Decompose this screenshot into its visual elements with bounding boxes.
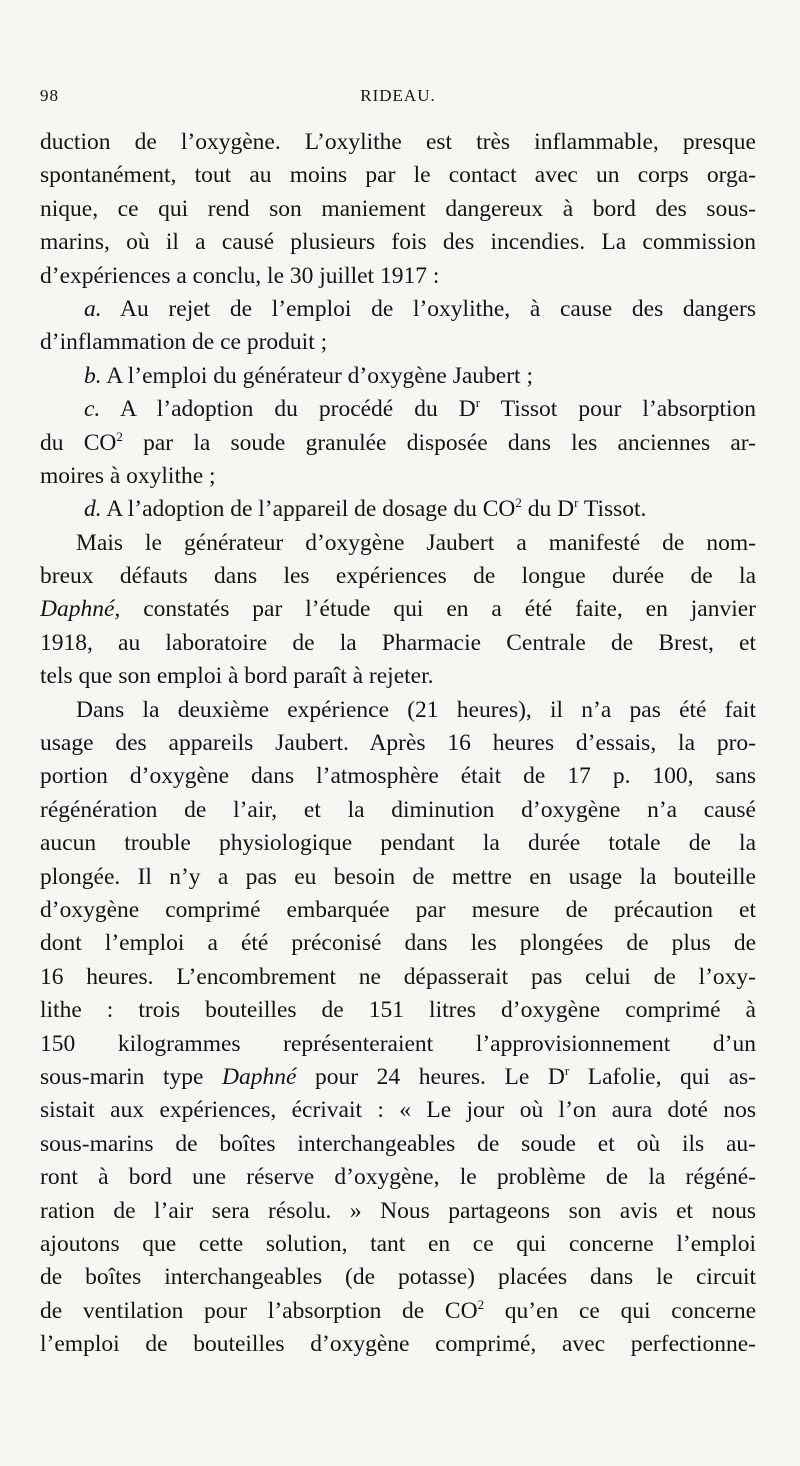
superscript: 2 [515, 495, 522, 511]
text-line [40, 1094, 756, 1127]
text-line [40, 493, 756, 526]
text-run: A l’emploi du générateur d’oxygène Jaubert ; [101, 362, 533, 389]
text-run: tels que son emploi à bord paraît à rejeter. [40, 663, 434, 690]
text-run: A l’adoption de l’appareil de dosage du CO [101, 496, 516, 523]
text-run: 16 heures. L’encombrement ne dépasserait pas celui de l’oxy- [40, 963, 756, 990]
text-line [40, 226, 756, 259]
superscript: 2 [116, 428, 123, 444]
text-run: Dans la deuxième expérience (21 heures), il n’a pas été fait [76, 696, 756, 723]
text-line [40, 126, 756, 159]
text-line [40, 1228, 756, 1261]
text-line [40, 794, 756, 827]
text-run: dont l’emploi a été préconisé dans les plongées de plus de [40, 930, 756, 957]
text-run: breux défauts dans les expériences de longue durée de la [40, 563, 756, 590]
text-run: sous-marins de boîtes interchangeables de soude et où ils au- [40, 1130, 756, 1157]
text-line [40, 1128, 756, 1161]
superscript: r [564, 1063, 570, 1079]
text-run: du D [521, 496, 575, 523]
text-run: aucun trouble physiologique pendant la durée totale de la [40, 830, 756, 857]
text-run: nique, ce qui rend son maniement dangereux à bord des sous- [40, 195, 756, 222]
text-run: l’emploi de bouteilles d’oxygène comprimé, avec perfectionne- [40, 1331, 756, 1358]
text-line [40, 1028, 756, 1061]
text-line [40, 894, 756, 927]
text-run: duction de l’oxygène. L’oxylithe est très inflammable, presque [40, 129, 756, 155]
text-run: Lafolie, qui as- [569, 1063, 757, 1090]
text-line [40, 360, 756, 393]
text-line [40, 1161, 756, 1194]
superscript: r [574, 495, 579, 511]
text-run: d’inflammation de ce produit ; [40, 329, 328, 356]
text-run: spontanément, tout au moins par le contact avec un corps orga- [40, 162, 756, 189]
text-run: Mais le générateur d’oxygène Jaubert a manifesté de nom- [76, 529, 756, 556]
text-run: Tissot pour l’absorption [480, 396, 756, 423]
text-run: 1918, au laboratoire de la Pharmacie Centrale de Brest, et [40, 629, 756, 656]
italic-text: d. [84, 496, 102, 523]
text-run: d’expériences a conclu, le 30 juillet 1917 : [40, 262, 440, 289]
italic-text: a. [84, 295, 102, 322]
text-run: du CO [40, 429, 117, 456]
text-line [40, 326, 756, 359]
text-run: ront à bord une réserve d’oxygène, le problème de la régéné- [40, 1164, 756, 1191]
text-line [40, 760, 756, 793]
text-line [40, 927, 756, 960]
italic-text: Daphné, [40, 596, 121, 623]
text-run: de ventilation pour l’absorption de CO [40, 1297, 478, 1324]
text-run: d’oxygène comprimé embarquée par mesure de précaution et [40, 896, 756, 923]
text-run: par la soude granulée disposée dans les anciennes ar- [122, 429, 756, 456]
text-run: ajoutons que cette solution, tant en ce qui concerne l’emploi [40, 1230, 756, 1257]
italic-text: c. [84, 396, 101, 423]
body-text [40, 126, 756, 1361]
text-run: plongée. Il n’y a pas eu besoin de mettre en usage la bouteille [40, 863, 756, 890]
text-line [40, 393, 756, 426]
text-line [40, 1061, 756, 1094]
text-line [40, 159, 756, 192]
text-line [40, 961, 756, 994]
text-run: A l’adoption du procédé du D [100, 396, 476, 423]
text-line [40, 1295, 756, 1328]
text-line [40, 861, 756, 894]
text-run: moires à oxylithe ; [40, 462, 216, 489]
text-run: portion d’oxygène dans l’atmosphère était de 17 p. 100, sans [40, 763, 756, 790]
text-line [40, 727, 756, 760]
text-line [40, 260, 756, 293]
text-line [40, 827, 756, 860]
text-run: constatés par l’étude qui en a été faite, en janvier [120, 596, 756, 623]
text-run: sistait aux expériences, écrivait : « Le jour où l’on aura doté nos [40, 1097, 756, 1124]
superscript: 2 [477, 1296, 485, 1312]
text-line [40, 694, 756, 727]
superscript: r [475, 395, 481, 411]
text-run: usage des appareils Jaubert. Après 16 heures d’essais, la pro- [40, 730, 756, 757]
page-number: 98 [40, 86, 59, 105]
italic-text: b. [84, 362, 102, 389]
text-line [40, 560, 756, 593]
text-run: ration de l’air sera résolu. » Nous partageons son avis et nous [40, 1197, 756, 1224]
text-line [40, 1328, 756, 1361]
text-run: marins, où il a causé plusieurs fois des incendies. La commission [40, 229, 756, 256]
running-head: RIDEAU. [360, 86, 436, 105]
text-run: sous-marin type [40, 1063, 223, 1090]
text-run: qu’en ce qui concerne [484, 1297, 757, 1324]
text-line [40, 994, 756, 1027]
text-run: Au rejet de l’emploi de l’oxylithe, à cause des dangers [101, 295, 756, 322]
text-line [40, 1261, 756, 1294]
text-run: régénération de l’air, et la diminution d’oxygène n’a causé [40, 796, 756, 823]
text-line [40, 627, 756, 660]
text-line [40, 460, 756, 493]
text-run: Tissot. [578, 496, 647, 523]
text-run: pour 24 heures. Le D [296, 1063, 565, 1090]
italic-text: Daphné [222, 1063, 297, 1090]
text-line [40, 1195, 756, 1228]
text-run: lithe : trois bouteilles de 151 litres d’oxygène comprimé à [40, 997, 756, 1024]
page-header [40, 86, 756, 126]
text-run: 150 kilogrammes représenteraient l’approvisionnement d’un [40, 1030, 756, 1057]
text-line [40, 660, 756, 693]
text-line [40, 593, 756, 626]
text-line [40, 527, 756, 560]
text-line [40, 427, 756, 460]
text-run: de boîtes interchangeables (de potasse) placées dans le circuit [40, 1264, 756, 1291]
text-line [40, 293, 756, 326]
text-line [40, 193, 756, 226]
